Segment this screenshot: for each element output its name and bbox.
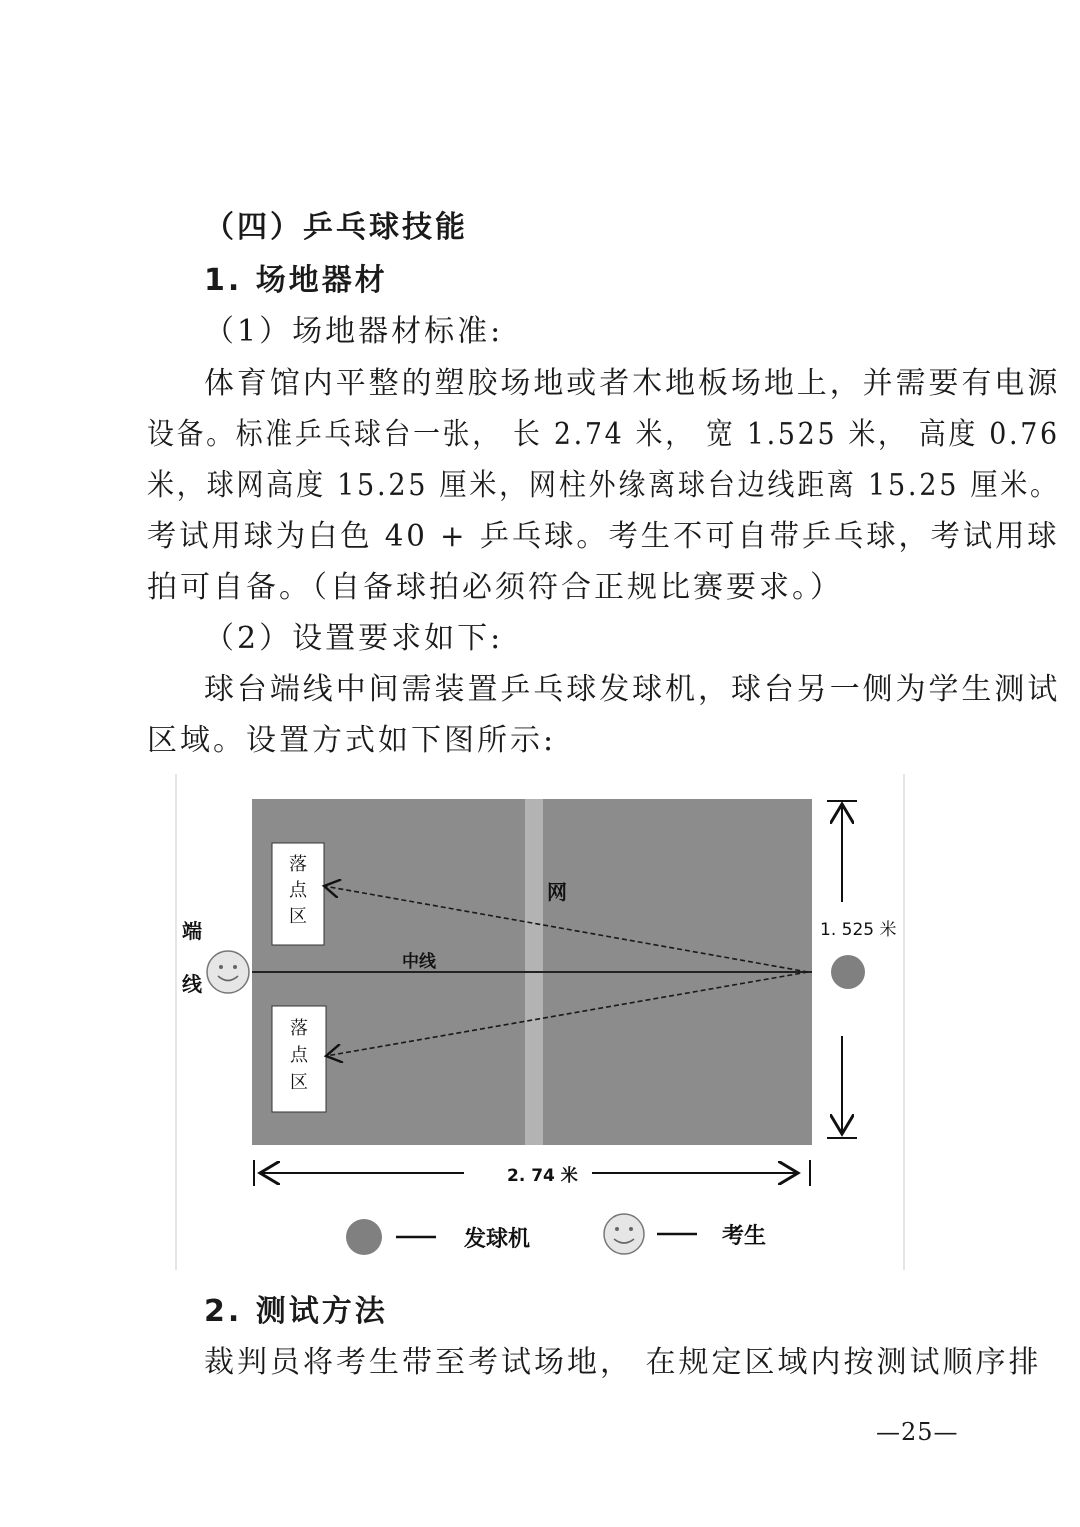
end-line-label-char: 线 xyxy=(182,972,202,996)
width-label: 1. 525 米 xyxy=(820,920,897,940)
item-heading-2: （2）设置要求如下: xyxy=(204,621,504,656)
table-tennis-setup-diagram xyxy=(174,774,906,1270)
landing-zone-top-char: 落 xyxy=(289,854,307,875)
student-face-icon xyxy=(207,951,249,993)
paragraph-2-line: 区域。设置方式如下图所示: xyxy=(147,723,557,758)
landing-zone-top-char: 区 xyxy=(289,906,307,927)
length-label: 2. 74 米 xyxy=(507,1166,578,1186)
landing-zone-bottom-char: 落 xyxy=(290,1018,308,1039)
paragraph-3-line: 裁判员将考生带至考试场地， 在规定区域内按测试顺序排 xyxy=(204,1345,1042,1380)
page-number: —25— xyxy=(876,1418,959,1446)
legend-student-label: 考生 xyxy=(722,1224,767,1249)
item-heading-1: （1）场地器材标准: xyxy=(204,314,504,349)
paragraph-1-line: 米，球网高度 15.25 厘米，网柱外缘离球台边线距离 15.25 厘米。 xyxy=(147,468,1060,503)
end-line-label-char: 端 xyxy=(182,919,202,943)
subsection-title-1: 1. 场地器材 xyxy=(204,263,388,298)
paragraph-1-line: 设备。标准乒乓球台一张， 长 2.74 米， 宽 1.525 米， 高度 0.76 xyxy=(147,417,1060,452)
serving-machine-icon xyxy=(831,955,865,989)
subsection-title-2: 2. 测试方法 xyxy=(204,1294,388,1329)
legend-machine-icon xyxy=(346,1219,382,1255)
landing-zone-bottom-char: 点 xyxy=(290,1045,308,1066)
landing-zone-bottom-char: 区 xyxy=(290,1072,308,1093)
net-label: 网 xyxy=(547,880,567,904)
paragraph-1-line: 考试用球为白色 40 + 乒乓球。考生不可自带乒乓球，考试用球 xyxy=(147,519,1060,554)
landing-zone-top-char: 点 xyxy=(289,880,307,901)
legend-student-icon xyxy=(604,1214,644,1254)
section-title: （四）乒乓球技能 xyxy=(204,210,468,245)
paragraph-1-line: 体育馆内平整的塑胶场地或者木地板场地上，并需要有电源 xyxy=(204,366,1061,401)
paragraph-2-line: 球台端线中间需装置乒乓球发球机，球台另一侧为学生测试 xyxy=(204,672,1061,707)
legend-machine-label: 发球机 xyxy=(464,1227,531,1252)
center-line-label: 中线 xyxy=(402,952,436,972)
paragraph-1-line: 拍可自备。（自备球拍必须符合正规比赛要求。） xyxy=(147,570,843,605)
